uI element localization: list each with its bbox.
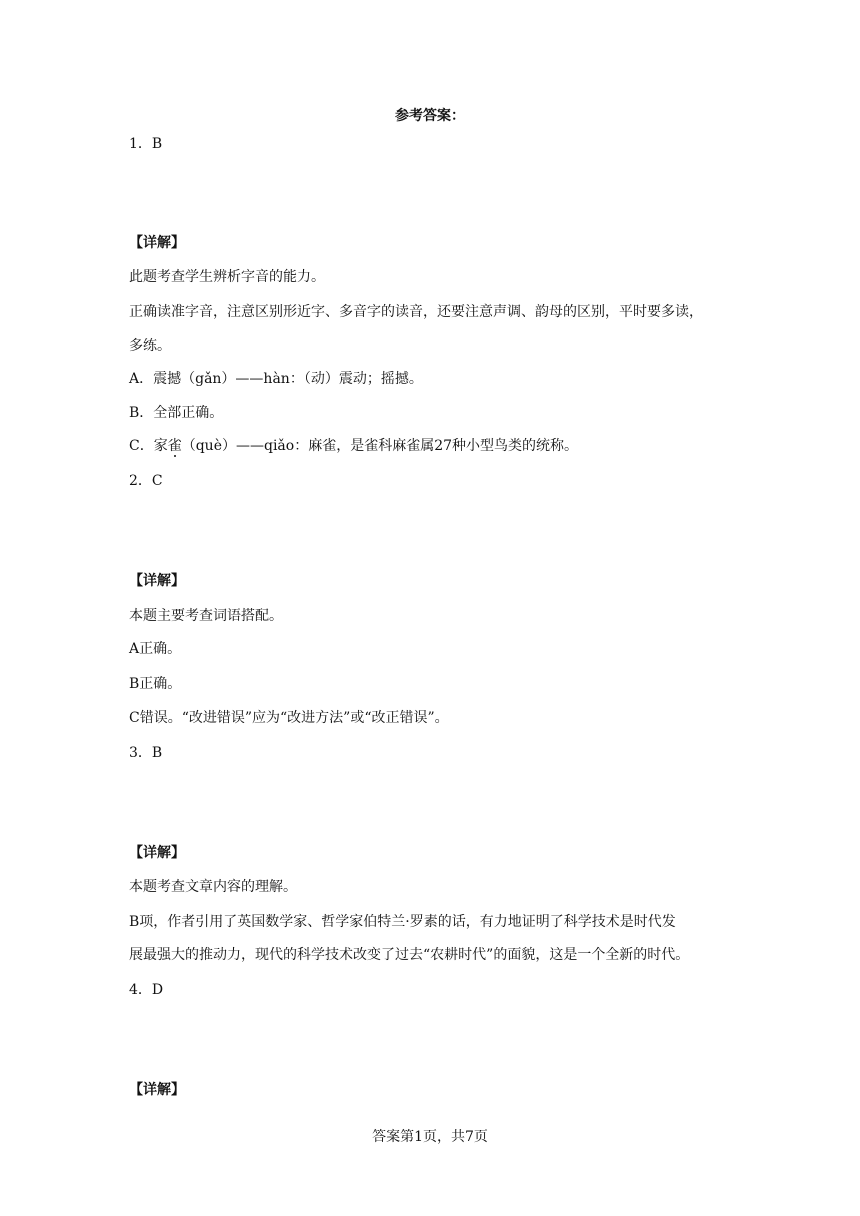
q2-line-a: A正确。 [129,641,182,657]
q2-intro: 本题主要考查词语搭配。 [129,608,283,624]
q2-line-b: B正确。 [129,676,182,692]
q1-explain-line1: 正确读准字音，注意区别形近字、多音字的读音，还要注意声调、韵母的区别，平时要多读， [129,304,703,320]
q1-option-c [129,435,578,457]
q1-option-c-prefix: C．家 [129,438,168,454]
q1-option-c-suffix: （què）——qiǎo：麻雀，是雀科麻雀属27种小型鸟类的统称。 [181,438,579,454]
q1-explain-line2: 多练。 [129,338,171,354]
q1-option-b: B．全部正确。 [129,405,224,421]
q3-intro: 本题考查文章内容的理解。 [129,879,297,895]
q1-intro: 此题考查学生辨析字音的能力。 [129,269,325,285]
detail-heading-3: 【详解】 [129,845,185,861]
page-footer: 答案第1页，共7页 [372,1129,488,1145]
answer-2: 2．C [129,473,163,489]
detail-heading-2: 【详解】 [129,573,185,589]
detail-heading-4: 【详解】 [129,1082,185,1098]
answer-4: 4．D [129,982,164,998]
answer-3: 3．B [129,745,163,761]
q1-option-c-dotted-char: 雀 [167,438,182,454]
q3-line-1: B项，作者引用了英国数学家、哲学家伯特兰·罗素的话，有力地证明了科学技术是时代发 [129,914,676,930]
detail-heading-1: 【详解】 [129,235,185,251]
answer-1: 1．B [129,136,163,152]
q1-option-a: A．震撼（gǎn）——hàn：（动）震动；摇撼。 [129,371,423,387]
page-title: 参考答案： [395,108,465,124]
q3-line-2: 展最强大的推动力，现代的科学技术改变了过去“农耕时代”的面貌，这是一个全新的时代。 [129,947,690,963]
q2-line-c: C错误。“改进错误”应为“改进方法”或“改正错误”。 [129,710,449,726]
